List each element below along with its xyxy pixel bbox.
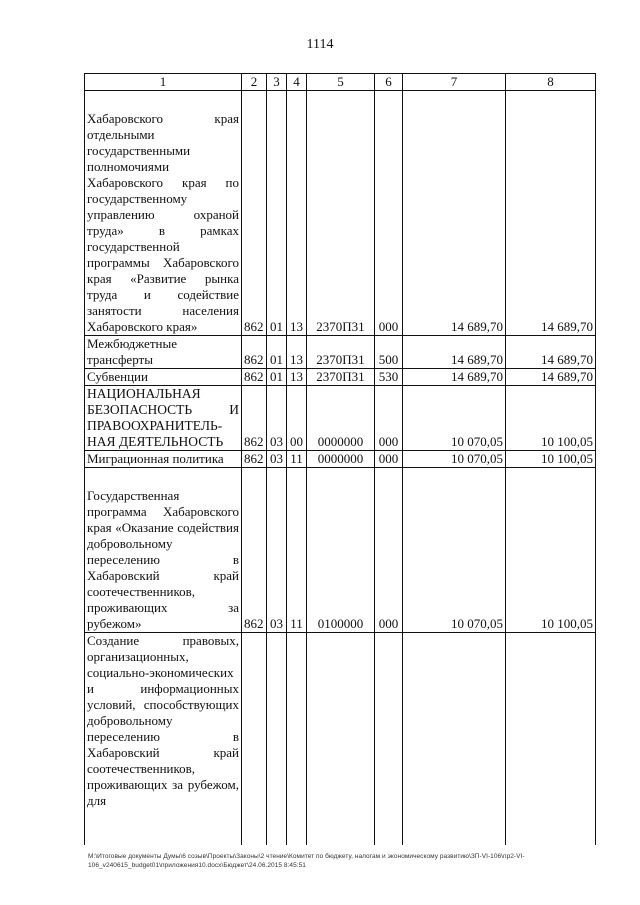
cell-amount-2016: 14 689,70 xyxy=(506,369,596,386)
cell-target-article xyxy=(307,633,375,846)
table-row xyxy=(85,91,596,336)
cell-amount-2016: 10 100,05 xyxy=(506,451,596,468)
cell-section: 03 xyxy=(267,451,287,468)
cell-amount-2016: 10 100,05 xyxy=(506,386,596,451)
cell-amount-2016 xyxy=(506,633,596,846)
cell-section: 03 xyxy=(267,468,287,633)
cell-subsection: 13 xyxy=(287,91,307,336)
cell-target-article: 0100000 xyxy=(307,468,375,633)
cell-section: 01 xyxy=(267,336,287,369)
cell-expense-type: 000 xyxy=(375,451,403,468)
row-description: Хабаровского края отдельными государственными полномочиями Хабаровского края по государственному управлению охраной труда» в рамках государственной программы Хабаровского края «Развитие рынка труда и содействие занятости населения Хабаровского края» xyxy=(85,91,242,336)
table-row xyxy=(85,451,596,468)
cell-subsection: 00 xyxy=(287,386,307,451)
cell-target-article: 2370П31 xyxy=(307,91,375,336)
cell-section: 01 xyxy=(267,91,287,336)
header-cell: 8 xyxy=(506,74,596,91)
cell-subsection: 13 xyxy=(287,336,307,369)
cell-amount-2016: 14 689,70 xyxy=(506,91,596,336)
table-row xyxy=(85,468,596,633)
row-description: Межбюджетные трансферты xyxy=(85,336,242,369)
table-header-row xyxy=(85,74,596,91)
cell-amount-2015: 14 689,70 xyxy=(403,91,506,336)
cell-amount-2015 xyxy=(403,633,506,846)
cell-expense-type: 500 xyxy=(375,336,403,369)
table-row xyxy=(85,369,596,386)
cell-subsection xyxy=(287,633,307,846)
cell-ministry: 862 xyxy=(242,386,267,451)
table-row xyxy=(85,386,596,451)
cell-target-article: 0000000 xyxy=(307,386,375,451)
cell-expense-type: 000 xyxy=(375,91,403,336)
cell-ministry: 862 xyxy=(242,336,267,369)
table-row xyxy=(85,633,596,846)
cell-expense-type: 000 xyxy=(375,468,403,633)
header-cell: 5 xyxy=(307,74,375,91)
cell-amount-2015: 10 070,05 xyxy=(403,451,506,468)
cell-target-article: 0000000 xyxy=(307,451,375,468)
row-description: Миграционная политика xyxy=(85,451,242,468)
cell-subsection: 11 xyxy=(287,468,307,633)
cell-section: 01 xyxy=(267,369,287,386)
header-cell: 3 xyxy=(267,74,287,91)
row-description: Создание правовых, организационных, социально-экономических и информационных условий, способствующих добровольному переселению в Хабаровский край соотечественников, проживающих за рубежом, для xyxy=(85,633,242,846)
cell-amount-2016: 14 689,70 xyxy=(506,336,596,369)
cell-target-article: 2370П31 xyxy=(307,336,375,369)
cell-expense-type: 000 xyxy=(375,386,403,451)
file-path-footer: M:\Итоговые документы Думы\6 созыв\Проекты\Законы\2 чтение\Комитет по бюджету, налогам и экономическому развитию\ЗП-VI-106\пр2-VI-106_v240615_budget01\приложения10.docx\Бюджет\24.06.2015 8:45:51 xyxy=(88,853,525,869)
row-description: НАЦИОНАЛЬНАЯ БЕЗОПАСНОСТЬ И ПРАВООХРАНИТЕЛЬ-НАЯ ДЕЯТЕЛЬНОСТЬ xyxy=(85,386,242,451)
page-number: 1114 xyxy=(306,37,334,52)
cell-ministry: 862 xyxy=(242,91,267,336)
header-cell: 7 xyxy=(403,74,506,91)
header-cell: 6 xyxy=(375,74,403,91)
cell-amount-2016: 10 100,05 xyxy=(506,468,596,633)
table-row xyxy=(85,336,596,369)
row-description: Государственная программа Хабаровского края «Оказание содействия добровольному переселению в Хабаровский край соотечественников, проживающих за рубежом» xyxy=(85,468,242,633)
cell-amount-2015: 10 070,05 xyxy=(403,468,506,633)
cell-expense-type xyxy=(375,633,403,846)
cell-amount-2015: 10 070,05 xyxy=(403,386,506,451)
cell-target-article: 2370П31 xyxy=(307,369,375,386)
header-cell: 4 xyxy=(287,74,307,91)
header-cell: 2 xyxy=(242,74,267,91)
cell-subsection: 13 xyxy=(287,369,307,386)
cell-ministry: 862 xyxy=(242,451,267,468)
cell-section xyxy=(267,633,287,846)
cell-section: 03 xyxy=(267,386,287,451)
row-description: Субвенции xyxy=(85,369,242,386)
cell-subsection: 11 xyxy=(287,451,307,468)
cell-ministry: 862 xyxy=(242,468,267,633)
cell-ministry xyxy=(242,633,267,846)
cell-expense-type: 530 xyxy=(375,369,403,386)
cell-ministry: 862 xyxy=(242,369,267,386)
header-cell: 1 xyxy=(85,74,242,91)
budget-table xyxy=(84,73,596,845)
cell-amount-2015: 14 689,70 xyxy=(403,369,506,386)
cell-amount-2015: 14 689,70 xyxy=(403,336,506,369)
